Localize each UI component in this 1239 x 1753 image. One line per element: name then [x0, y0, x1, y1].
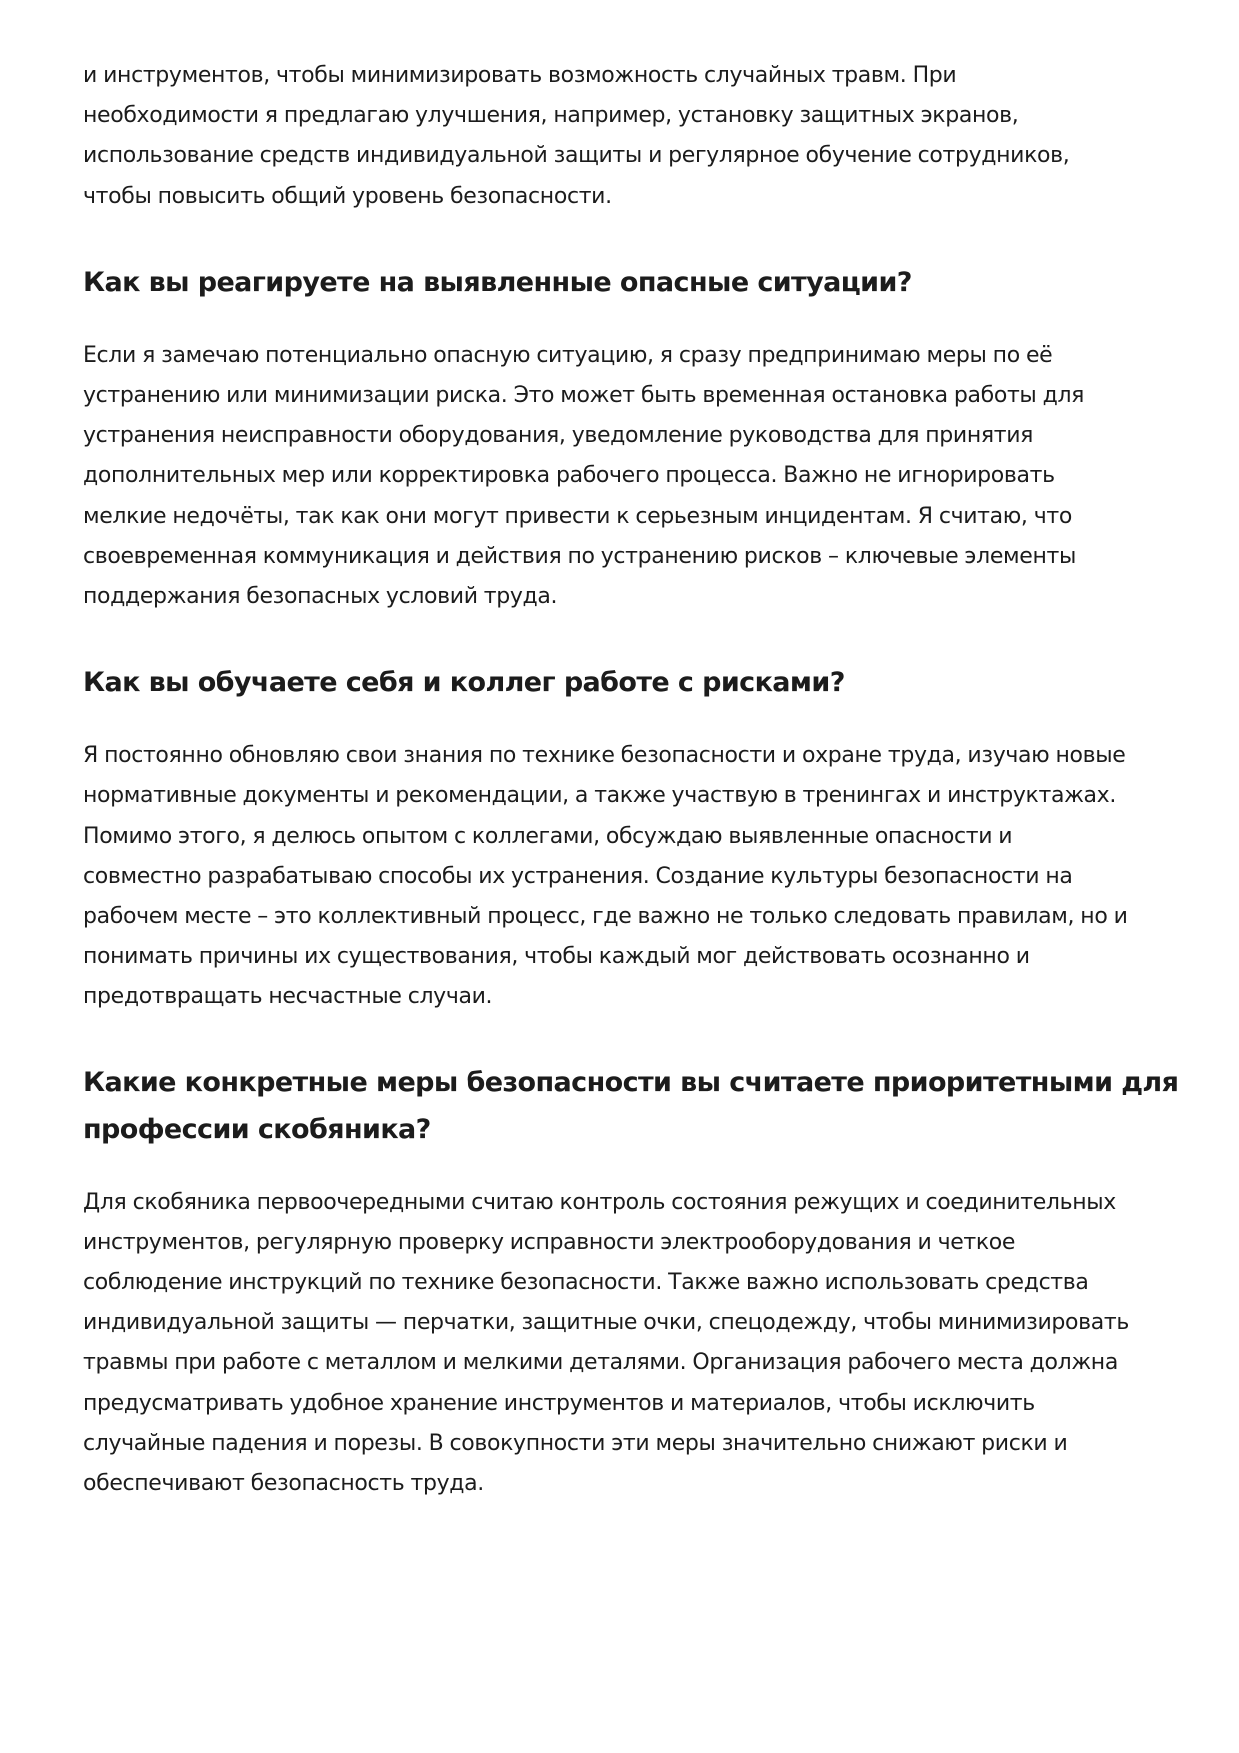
document-page: [83, 56, 1183, 1504]
paragraph-line: понимать причины их существования, чтобы каждый мог действовать осознанно и: [83, 944, 1030, 970]
paragraph-line: травмы при работе с металлом и мелкими деталями. Организация рабочего места должна: [83, 1350, 1118, 1376]
heading-line: Как вы реагируете на выявленные опасные ситуации?: [83, 266, 912, 298]
paragraph-line: предотвращать несчастные случаи.: [83, 984, 493, 1010]
paragraph-line: индивидуальной защиты — перчатки, защитные очки, спецодежду, чтобы минимизировать: [83, 1310, 1129, 1336]
section-heading-risk-training: [83, 659, 1183, 706]
paragraph-line: устранения неисправности оборудования, уведомление руководства для принятия: [83, 423, 1034, 449]
paragraph-line: дополнительных мер или корректировка рабочего процесса. Важно не игнорировать: [83, 463, 1055, 489]
section-heading-priority-measures: [83, 1059, 1183, 1153]
heading-line: Как вы обучаете себя и коллег работе с рисками?: [83, 667, 845, 699]
paragraph-line: Я постоянно обновляю свои знания по технике безопасности и охране труда, изучаю новые: [83, 743, 1126, 769]
heading-line: профессии скобяника?: [83, 1113, 431, 1145]
paragraph-line: своевременная коммуникация и действия по устранению рисков – ключевые элементы: [83, 543, 1077, 569]
paragraph-line: предусматривать удобное хранение инструментов и материалов, чтобы исключить: [83, 1390, 1035, 1416]
paragraph-line: случайные падения и порезы. В совокупности эти меры значительно снижают риски и: [83, 1430, 1068, 1456]
section-heading-hazard-response: [83, 259, 1183, 306]
paragraph-line: и инструментов, чтобы минимизировать возможность случайных травм. При: [83, 63, 957, 88]
paragraph-line: нормативные документы и рекомендации, а также участвую в тренингах и инструктажах.: [83, 783, 1116, 809]
section-paragraph-priority-measures: [83, 1183, 1183, 1505]
paragraph-line: устранению или минимизации риска. Это может быть временная остановка работы для: [83, 383, 1085, 409]
paragraph-line: рабочем месте – это коллективный процесс, где важно не только следовать правилам, но и: [83, 904, 1128, 930]
paragraph-line: мелкие недочёты, так как они могут привести к серьезным инцидентам. Я считаю, что: [83, 503, 1072, 529]
heading-line: Какие конкретные меры безопасности вы считаете приоритетными для: [83, 1066, 1179, 1098]
paragraph-line: совместно разрабатываю способы их устранения. Создание культуры безопасности на: [83, 863, 1073, 889]
paragraph-line: необходимости я предлагаю улучшения, например, установку защитных экранов,: [83, 103, 1019, 129]
paragraph-line: поддержания безопасных условий труда.: [83, 584, 558, 610]
paragraph-line: Для скобяника первоочередными считаю контроль состояния режущих и соединительных: [83, 1189, 1116, 1215]
paragraph-line: Помимо этого, я делюсь опытом с коллегами, обсуждаю выявленные опасности и: [83, 823, 1013, 849]
section-paragraph-hazard-response: [83, 336, 1183, 617]
paragraph-line: Если я замечаю потенциально опасную ситуацию, я сразу предпринимаю меры по её: [83, 342, 1053, 368]
paragraph-line: соблюдение инструкций по технике безопасности. Также важно использовать средства: [83, 1270, 1089, 1296]
paragraph-line: инструментов, регулярную проверку исправности электрооборудования и четкое: [83, 1229, 1016, 1255]
paragraph-line: использование средств индивидуальной защиты и регулярное обучение сотрудников,: [83, 143, 1070, 169]
paragraph-line: обеспечивают безопасность труда.: [83, 1471, 484, 1497]
intro-paragraph: [83, 56, 1183, 217]
paragraph-line: чтобы повысить общий уровень безопасности.: [83, 183, 612, 209]
section-paragraph-risk-training: [83, 736, 1183, 1017]
